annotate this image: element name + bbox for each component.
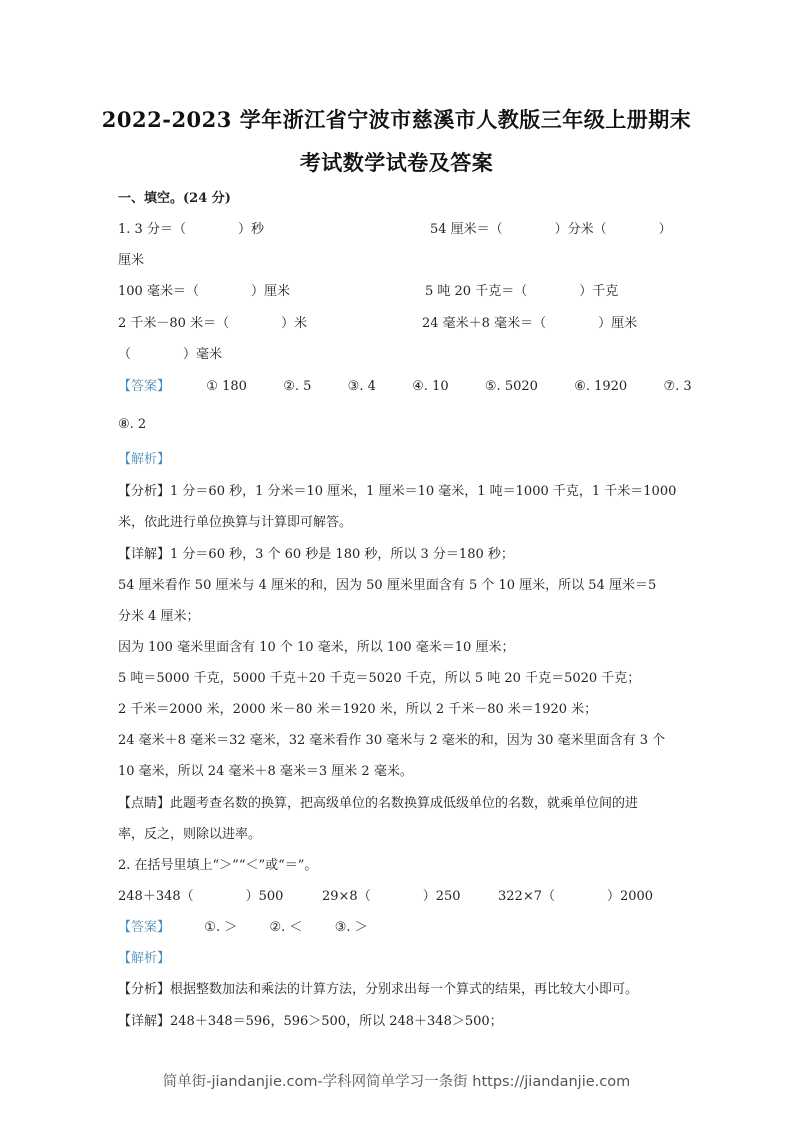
answer-item: ④. 10 — [412, 379, 449, 394]
answer-item: ⑦. 3 — [663, 379, 692, 394]
answer-item-8: ⑧. 2 — [118, 417, 147, 432]
document-title-line2: 考试数学试卷及答案 — [299, 150, 494, 175]
footer-watermark: 简单街-jiandanjie.com-学科网简单学习一条街 https://jiandanjie.com — [162, 1074, 631, 1090]
answer-item: ③. ＞ — [334, 920, 368, 935]
answer-item: ①. ＞ — [204, 920, 238, 935]
answer-item: ②. 5 — [283, 379, 312, 394]
q1-item-4: 5 吨 20 千克＝（ ）千克 — [425, 284, 619, 299]
xiangjie-line-7: 24 毫米＋8 毫米＝32 毫米，32 毫米看作 30 毫米与 2 毫米的和，因为 30 毫米里面含有 3 个 — [118, 733, 666, 748]
q1-item-2-cont: 厘米 — [118, 253, 145, 268]
q1-answer-row — [118, 375, 692, 394]
xiangjie-label: 【详解】 — [118, 1014, 171, 1029]
q2-prompt: 2. 在括号里填上“＞”“＜”或“＝”。 — [118, 858, 318, 873]
fenxi-line-1 — [118, 480, 676, 499]
xiangjie-line-1 — [118, 543, 514, 562]
xiangjie-line-5: 5 吨＝5000 千克，5000 千克＋20 千克＝5020 千克，所以 5 吨 20 千克＝5020 千克； — [118, 671, 641, 686]
xiangjie-line-2: 54 厘米看作 50 厘米与 4 厘米的和，因为 50 厘米里面含有 5 个 10 厘米，所以 54 厘米＝5 — [118, 578, 657, 593]
q1-item-6-cont: （ ）毫米 — [118, 347, 223, 362]
answer-item: ⑥. 1920 — [574, 379, 628, 394]
answer-label: 【答案】 — [118, 379, 171, 394]
answer-item: ③. 4 — [347, 379, 376, 394]
fenxi-text: 根据整数加法和乘法的计算方法，分别求出每一个算式的结果，再比较大小即可。 — [170, 982, 639, 997]
xiangjie-line-6: 2 千米＝2000 米，2000 米－80 米＝1920 米，所以 2 千米－80 米＝1920 米； — [118, 702, 598, 717]
fenxi-text: 1 分＝60 秒，1 分米＝10 厘米，1 厘米＝10 毫米，1 吨＝1000 千克，1 千米＝1000 — [170, 484, 677, 499]
fenxi-line-2: 米，依此进行单位换算与计算即可解答。 — [118, 515, 353, 530]
analysis-label: 【解析】 — [118, 452, 171, 467]
xiangjie-line-8: 10 毫米，所以 24 毫米＋8 毫米＝3 厘米 2 毫米。 — [118, 764, 413, 779]
q1-item-6: 24 毫米＋8 毫米＝（ ）厘米 — [422, 316, 638, 331]
xiangjie-line-3: 分米 4 厘米； — [118, 609, 200, 624]
document-title-line1: 2022-2023 学年浙江省宁波市慈溪市人教版三年级上册期末 — [101, 107, 692, 132]
answer-item: ① 180 — [206, 379, 247, 394]
q2-answer-row — [118, 916, 368, 935]
dianjing-label: 【点睛】 — [118, 796, 171, 811]
fenxi-label: 【分析】 — [118, 484, 171, 499]
dianjing-text: 此题考查名数的换算，把高级单位的名数换算成低级单位的名数，就乘单位间的进 — [170, 796, 639, 811]
section-heading: 一、填空。(24 分) — [118, 191, 231, 206]
q2-expression-1: 248＋348（ ）500 — [118, 889, 284, 904]
dianjing-line-1 — [118, 792, 638, 811]
xiangjie-label: 【详解】 — [118, 547, 171, 562]
q1-item-2: 54 厘米＝（ ）分米（ ） — [430, 222, 672, 237]
q2-xiangjie — [118, 1010, 503, 1029]
q2-fenxi — [118, 978, 638, 997]
answer-label: 【答案】 — [118, 920, 171, 935]
fenxi-label: 【分析】 — [118, 982, 171, 997]
analysis-label: 【解析】 — [118, 951, 171, 966]
xiangjie-text: 248＋348＝596，596＞500，所以 248＋348＞500； — [170, 1014, 503, 1029]
xiangjie-line-4: 因为 100 毫米里面含有 10 个 10 毫米，所以 100 毫米＝10 厘米； — [118, 640, 515, 655]
xiangjie-text: 1 分＝60 秒，3 个 60 秒是 180 秒，所以 3 分＝180 秒； — [170, 547, 514, 562]
q1-item-5: 2 千米－80 米＝（ ）米 — [118, 316, 308, 331]
q1-item-3: 100 毫米＝（ ）厘米 — [118, 284, 290, 299]
answer-item: ⑤. 5020 — [484, 379, 538, 394]
answer-item: ②. ＜ — [269, 920, 303, 935]
q2-expression-2: 29×8（ ）250 — [322, 889, 461, 904]
q2-expression-3: 322×7（ ）2000 — [498, 889, 654, 904]
q1-item-1: 1. 3 分＝（ ）秒 — [118, 222, 264, 237]
dianjing-line-2: 率，反之，则除以进率。 — [118, 827, 262, 842]
